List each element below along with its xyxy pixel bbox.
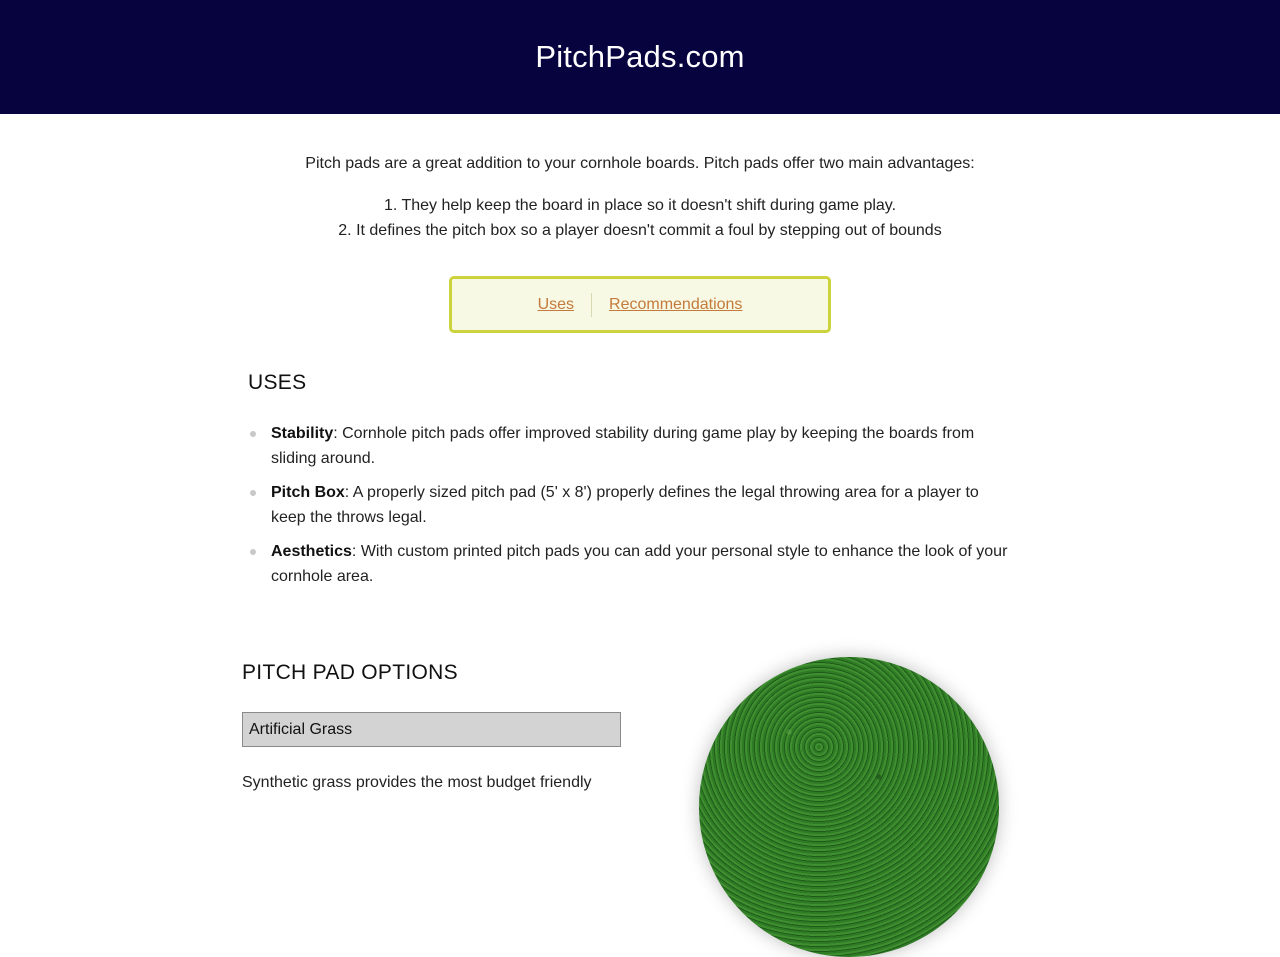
site-header [0, 0, 1280, 114]
nav-link-recommendations[interactable]: Recommendations [609, 295, 743, 313]
use-desc: : A properly sized pitch pad (5' x 8') properly defines the legal throwing area for a player to keep the throws legal. [271, 484, 979, 526]
options-heading: PITCH PAD OPTIONS [242, 661, 458, 684]
intro-section [0, 151, 1280, 243]
use-desc: : With custom printed pitch pads you can add your personal style to enhance the look of your cornhole area. [271, 543, 1008, 585]
nav-link-uses[interactable]: Uses [537, 295, 575, 313]
list-item [248, 539, 1008, 589]
use-term: Stability [271, 425, 334, 442]
section-nav [449, 276, 831, 333]
site-title[interactable]: PitchPads.com [535, 39, 745, 74]
intro-text: Pitch pads are a great addition to your cornhole boards. Pitch pads offer two main advantages: [305, 155, 975, 172]
list-item [248, 480, 1008, 530]
bullet-icon [250, 431, 256, 437]
use-desc: : Cornhole pitch pads offer improved stability during game play by keeping the boards from sliding around. [271, 425, 975, 467]
use-term: Aesthetics [271, 543, 352, 560]
uses-heading: USES [248, 371, 307, 394]
artificial-grass-image [699, 657, 999, 957]
advantage-item: 1. They help keep the board in place so it doesn't shift during game play. [383, 197, 897, 214]
list-item [248, 421, 1008, 471]
advantage-item: 2. It defines the pitch box so a player doesn't commit a foul by stepping out of bounds [338, 222, 942, 239]
advantages-list [0, 193, 1280, 243]
uses-list [248, 421, 1008, 598]
pitch-pad-option-selector[interactable]: Artificial Grass [242, 712, 621, 747]
option-description: Synthetic grass provides the most budget friendly [242, 774, 592, 791]
bullet-icon [250, 549, 256, 555]
use-term: Pitch Box [271, 484, 345, 501]
bullet-icon [250, 490, 256, 496]
